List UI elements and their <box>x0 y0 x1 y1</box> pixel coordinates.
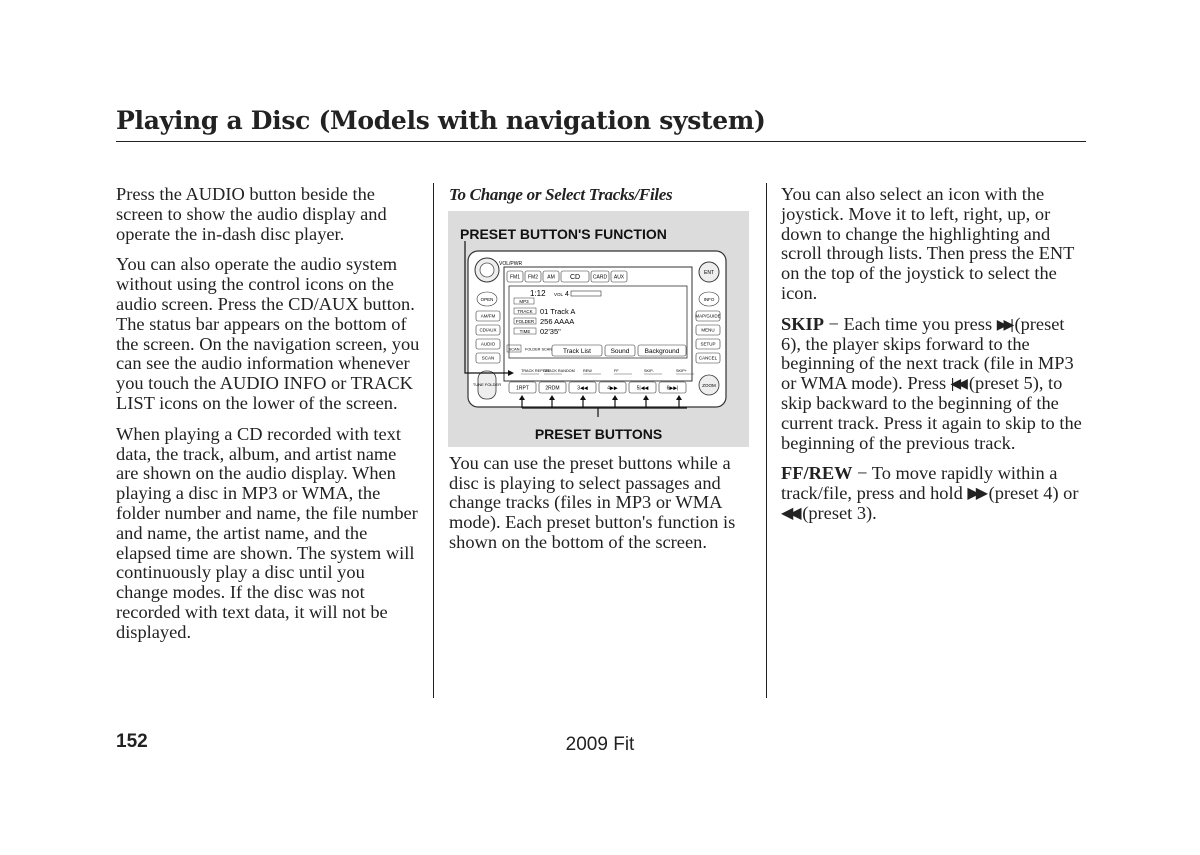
bottom-tab-2-label: Background <box>644 347 680 355</box>
skip-text-b: (preset 6), the player skips forward to the beginning of the next track (file in MP3 or WMA mode). Press <box>781 313 1074 394</box>
source-tab-cd-label: CD <box>569 273 581 281</box>
source-tab-am-label: AM <box>547 274 555 281</box>
folder-label: FOLDER <box>515 318 535 324</box>
page-title: Playing a Disc (Models with navigation system) <box>116 106 766 135</box>
right-button-3-label: SETUP <box>700 341 716 347</box>
ffrew-text-b: (preset 4) or <box>984 483 1079 504</box>
vol-pwr-label: VOL/PWR <box>499 260 523 267</box>
preset-button-2-label: 2RDM <box>545 385 560 392</box>
title-rule <box>116 141 1086 142</box>
track-value: 01 Track A <box>540 306 576 316</box>
mp3-badge-text: MP3 <box>519 298 529 304</box>
preset-button-6-label: 6▶▶| <box>666 385 679 392</box>
column-3 <box>781 185 1085 535</box>
bottom-tab-0-label: Track List <box>563 347 591 355</box>
preset-button-1-label: 1RPT <box>516 385 529 392</box>
track-label: TRACK <box>517 308 533 314</box>
column-divider-2 <box>766 183 767 698</box>
skip-forward-icon: ▶▶| <box>996 315 1010 332</box>
fast-forward-icon: ▶▶ <box>967 485 985 503</box>
audio-unit-diagram <box>448 211 749 447</box>
time-value: 02'35" <box>540 326 561 336</box>
source-tab-aux-label: AUX <box>613 274 625 281</box>
subheading: To Change or Select Tracks/Files <box>449 185 673 204</box>
skip-term: SKIP <box>781 313 824 334</box>
column-divider-1 <box>433 183 434 698</box>
ffrew-text-c: (preset 3). <box>797 502 877 523</box>
ent-label: ENT <box>704 269 714 276</box>
preset-button-4-label: 4▶▶ <box>607 385 618 392</box>
column-2 <box>449 185 753 553</box>
vol-text: VOL <box>554 291 564 297</box>
folder-scan-label: FOLDER SCAN <box>525 347 553 352</box>
preset-button-3-label: 3◀◀ <box>577 385 588 392</box>
footer-model: 2009 Fit <box>565 734 635 755</box>
paragraph-skip <box>781 315 1085 454</box>
function-label-0: TRACK REPEAT <box>521 368 550 373</box>
figure-caption-bottom: PRESET BUTTONS <box>534 425 663 442</box>
source-tab-card-label: CARD <box>592 274 608 281</box>
right-button-4-label: CANCEL <box>698 355 718 361</box>
paragraph-intro: You can also select an icon with the joystick. Move it to left, right, up, or down to change the highlighting and scroll through lists. Then press the ENT on the top of the joystick to select the icon. <box>781 184 1075 303</box>
paragraph: You can use the preset buttons while a disc is playing to select passages and change tracks (files in MP3 or WMA mode). Each preset button's function is shown on the bottom of the screen. <box>449 452 736 552</box>
open-button-label: OPEN <box>480 296 494 302</box>
info-button-label: INFO <box>703 296 715 302</box>
right-button-1-label: MAP/GUIDE <box>695 313 721 319</box>
source-tab-fm2-label: FM2 <box>528 274 538 281</box>
zoom-label: ZOOM <box>702 382 716 388</box>
right-button-2-label: MENU <box>701 327 715 333</box>
column-1 <box>116 185 421 654</box>
ffrew-term: FF/REW <box>781 463 853 484</box>
source-tabs <box>507 271 627 282</box>
function-label-3: FF <box>614 368 619 373</box>
left-button-4-label: SCAN <box>481 355 495 361</box>
source-tab-fm1-label: FM1 <box>510 274 520 281</box>
page-number: 152 <box>116 731 148 752</box>
paragraph: You can also operate the audio system without using the control icons on the audio screen. Press the CD/AUX button. The status bar appears on the bottom of the screen. On the navigation screen, you can see the audio information whenever you touch the AUDIO INFO or TRACK LIST icons on the lower of the screen. <box>116 254 420 413</box>
time-label: TIME <box>519 328 531 334</box>
ffrew-text-a: − To move rapidly within a track/file, press and hold <box>781 463 1058 504</box>
bottom-tab-1-label: Sound <box>610 347 630 355</box>
paragraph: Press the AUDIO button beside the screen to show the audio display and operate the in-dash disc player. <box>116 184 387 244</box>
left-button-2-label: CD/AUX <box>479 327 497 333</box>
function-label-1: TRACK RANDOM <box>544 368 575 373</box>
paragraph: When playing a CD recorded with text data, the track, album, and artist name are shown on the audio display. When playing a disc in MP3 or WMA, the folder number and name, the file number and name, the artist name, and the elapsed time are shown. The system will continuously play a disc until you change modes. If the disc was not recorded with text data, it will not be displayed. <box>116 423 418 642</box>
skip-backward-icon: |◀◀ <box>950 375 964 392</box>
function-label-2: REW <box>583 368 592 373</box>
left-button-1-label: AM/FM <box>480 313 496 319</box>
skip-text-c: (preset 5), to skip backward to the beginning of the current track. Press it again to skip to the beginning of the previous track. <box>781 373 1082 453</box>
bottom-tabs <box>552 345 686 356</box>
scan-label: SCAN <box>508 346 520 352</box>
paragraph-ffrew <box>781 464 1085 523</box>
time-display: 1:12 <box>530 288 546 298</box>
function-label-5: SKIP+ <box>676 368 687 373</box>
folder-value: 256 AAAA <box>540 316 575 326</box>
volume-knob-inner <box>480 263 494 277</box>
tune-folder-label: TUNE FOLDER <box>472 381 502 387</box>
vol-level: 4 <box>565 290 569 298</box>
preset-button-5-label: 5|◀◀ <box>636 385 649 392</box>
figure-caption-top: PRESET BUTTON'S FUNCTION <box>460 225 667 242</box>
function-label-4: SKIP- <box>644 368 654 373</box>
skip-text-a: − Each time you press <box>823 313 997 334</box>
left-button-3-label: AUDIO <box>480 341 496 347</box>
audio-unit-figure <box>448 211 749 447</box>
rewind-icon: ◀◀ <box>781 504 798 522</box>
